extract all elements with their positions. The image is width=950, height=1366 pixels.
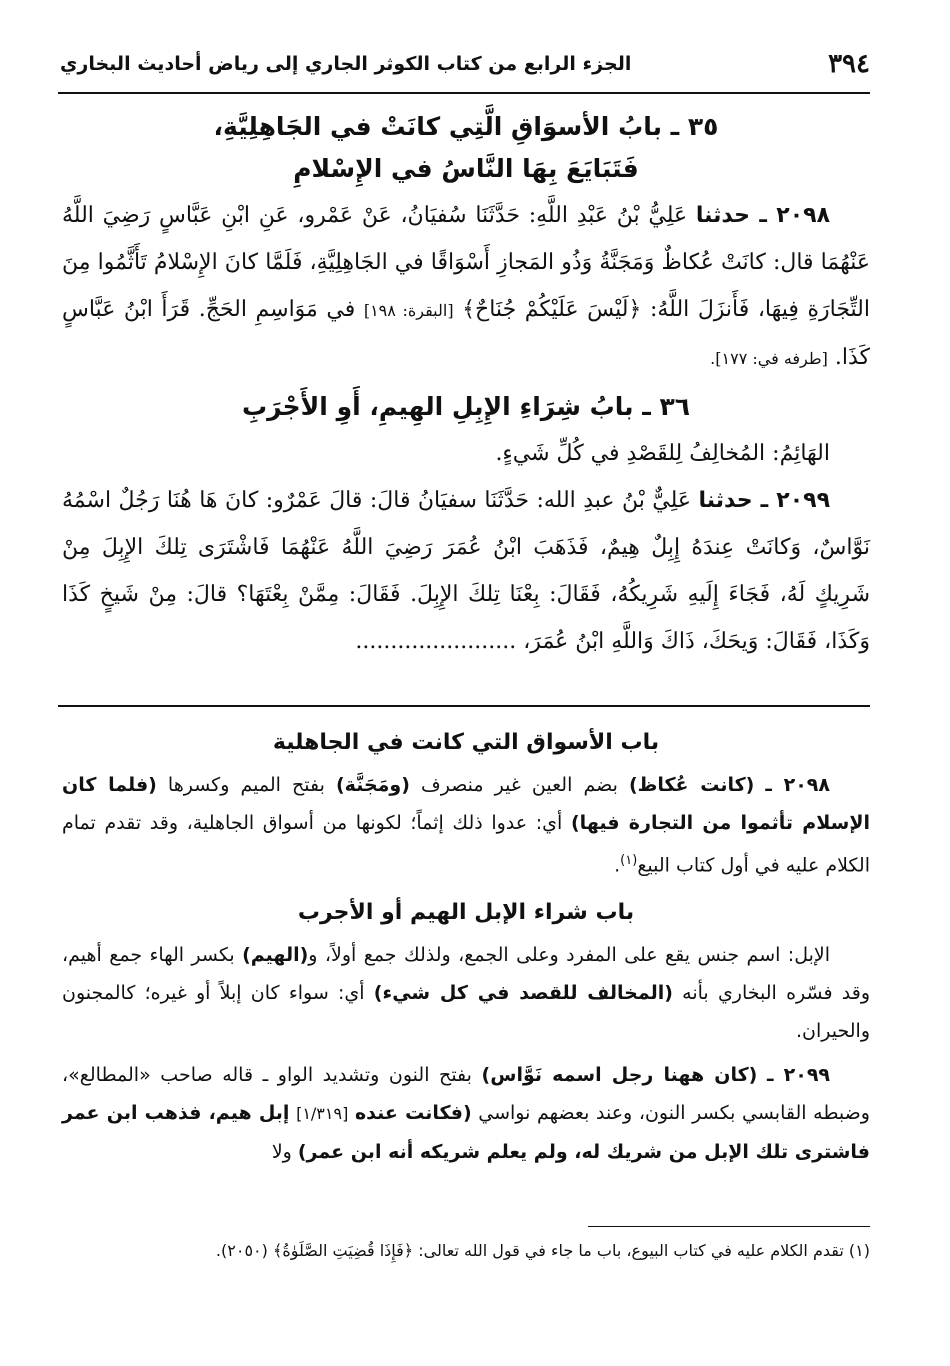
commentary-2099-volume-ref: [١/٣١٩] [296, 1104, 349, 1124]
page-header [60, 44, 870, 84]
quran-reference: [البقرة: ١٩٨] [363, 301, 454, 320]
commentary-2099-phrase-2: (فكانت عنده [354, 1102, 472, 1125]
ibil-phrase-1: (الهيم) [242, 944, 309, 967]
commentary-2098-number: ٢٠٩٨ ـ [765, 774, 830, 796]
commentary-2098-phrase-3: (فلما كان الإسلام تأثموا من التجارة فيها) [62, 774, 871, 834]
hadith-2098-tail: في مَوَاسِمِ الحَجِّ. قَرَأَ ابْنُ عَبَّاسٍ كَذَا. [62, 297, 870, 370]
footnote-rule [588, 1226, 870, 1227]
ibil-text-1: الإبل: اسم جنس يقع على المفرد وعلى الجمع، ولذلك جمع أولاً، و [308, 944, 831, 967]
hadith-2098-number: ٢٠٩٨ ـ حدثنا [695, 203, 830, 228]
section-divider [58, 705, 870, 707]
chapter-35-heading [62, 106, 870, 190]
hadith-text-section [62, 102, 870, 665]
commentary-2098-text-1: بضم العين غير منصرف [421, 774, 618, 796]
commentary-2098-phrase-2: (ومَجَنَّة) [336, 774, 410, 796]
hadith-2098 [62, 192, 870, 382]
tarafahu-reference: [طرفه في: ١٧٧]. [710, 349, 828, 368]
hadith-2098-text: عَلِيُّ بْنُ عَبْدِ اللَّهِ: حَدَّثَنَا سُفيَانُ، عَنْ عَمْرو، عَنِ ابْنِ عَبَّاسٍ رَضِيَ اللَّهُ عَنْهُمَا قال: كانَتْ عُكاظٌ وَمَجَنَّةُ وَذُو المَجازِ أَسْوَاقًا في الجَاهِلِيَّةِ، فَلَمَّا كانَ الإِسْلامُ تَأَثَّمُوا مِنَ التِّجَارَةِ فِيهَا، فَأَنزَلَ اللَّهُ: ﴿لَيْسَ عَلَيْكُمْ جُنَاحٌ﴾ [62, 203, 870, 322]
header-rule [58, 92, 870, 94]
ibil-phrase-2: (المخالف للقصد في كل شيء) [373, 982, 673, 1005]
footnote-marker: (١) [620, 853, 638, 868]
hadith-2099-number: ٢٠٩٩ ـ حدثنا [698, 488, 831, 513]
commentary-2099-text-1: بفتح النون وتشديد الواو ـ قاله صاحب «المطالع»، وضبطه القابسي بكسر النون، وعند بعضهم نواسي [62, 1064, 870, 1125]
commentary-2099-text-2: ولا [271, 1141, 292, 1164]
commentary-2099-phrase-3: إبل هيم، فذهب ابن عمر فاشترى تلك الإبل من شريك له، ولم يعلم شريكه أنه ابن عمر) [62, 1102, 870, 1164]
chapter-36-definition: الهَائِمُ: المُخالِفُ لِلقَصْدِ في كُلِّ شَيءٍ. [495, 441, 830, 466]
commentary-2098-text-3: أي: عدوا ذلك إثماً؛ لكونها من أسواق الجاهلية، وقد تقدم تمام الكلام عليه في أول كتاب البيع [62, 812, 870, 877]
ibil-text-3: أي: سواء كان إبلاً أو غيره؛ كالمجنون والحيران. [62, 982, 870, 1043]
ibil-text-2: بكسر الهاء جمع أهيم، وقد فسّره البخاري بأنه [62, 944, 871, 1005]
running-title: الجزء الرابع من كتاب الكوثر الجاري إلى رياض أحاديث البخاري [60, 53, 632, 75]
commentary-section [62, 720, 870, 1177]
commentary-2099 [62, 1056, 870, 1171]
commentary-2098-phrase-1: (كانت عُكاظ) [628, 774, 755, 796]
commentary-2098: ٢٠٩٨ ـ (كانت عُكاظ) بضم العين غير منصرف (ومَجَنَّة) بفتح الميم وكسرها (فلما كان الإسلام تأثموا من التجارة فيها) أي: عدوا ذلك إثماً؛ لكونها من أسواق الجاهلية، وقد تقدم تمام الكلام عليه في أول كتاب البيع$^{(١)}$. [62, 774, 871, 877]
hadith-2099-text: عَلِيٌّ بْنُ عبدِ الله: حَدَّثَنَا سفيَانُ قالَ: قالَ عَمْرٌو: كانَ هَا هُنَا رَجُلٌ اسْمُهُ نَوَّاسٌ، وَكانَتْ عِندَهُ إِبِلٌ هِيمٌ، فَذَهَبَ ابْنُ عُمَرَ رَضِيَ اللَّهُ عَنْهُمَا فَاشْتَرَى تِلكَ الإِبِلَ مِنْ شَرِيكٍ لَهُ، فَجَاءَ إِلَيهِ شَرِيكُهُ، فَقَالَ: بِعْنَا تِلكَ الإِبِلَ. فَقَالَ: مِمَّنْ بِعْتَهَا؟ قالَ: مِنْ شَيخٍ كَذَا وَكَذَا، فَقَالَ: وَيحَكَ، ذَاكَ وَاللَّهِ ابْنُ عُمَرَ، ....................... [62, 488, 870, 654]
commentary-2098-text-2: بفتح الميم وكسرها [167, 774, 325, 796]
hadith-2099 [62, 477, 870, 665]
chapter-35-line-2: فَتَبَايَعَ بِهَا النَّاسُ في الإِسْلامِ [293, 154, 639, 183]
commentary-2099-number: ٢٠٩٩ ـ [766, 1064, 831, 1087]
chapter-36-heading: ٣٦ ـ بابُ شِرَاءِ الإِبِلِ الهِيمِ، أَوِ الأَجْرَبِ [241, 392, 691, 421]
commentary-chapter-36-heading: باب شراء الإبل الهيم أو الأجرب [297, 900, 635, 926]
commentary-ibil [62, 936, 870, 1050]
footnote-text: تقدم الكلام عليه في كتاب البيوع، باب ما جاء في قول الله تعالى: ﴿فَإِذَا قُضِيَتِ الصَّلَوٰةُ﴾ (٢٠٥٠). [215, 1241, 844, 1260]
footnote-number: (١) [848, 1241, 870, 1260]
commentary-2099-phrase-1: (كان ههنا رجل اسمه نَوَّاس) [481, 1064, 758, 1087]
chapter-35-line-1: ٣٥ ـ بابُ الأسوَاقِ الَّتِي كانَتْ في الجَاهِلِيَّةِ، [213, 112, 719, 141]
footnote [62, 1236, 870, 1266]
page-number: ٣٩٤ [828, 49, 870, 79]
commentary-chapter-35-heading: باب الأسواق التي كانت في الجاهلية [272, 730, 660, 755]
